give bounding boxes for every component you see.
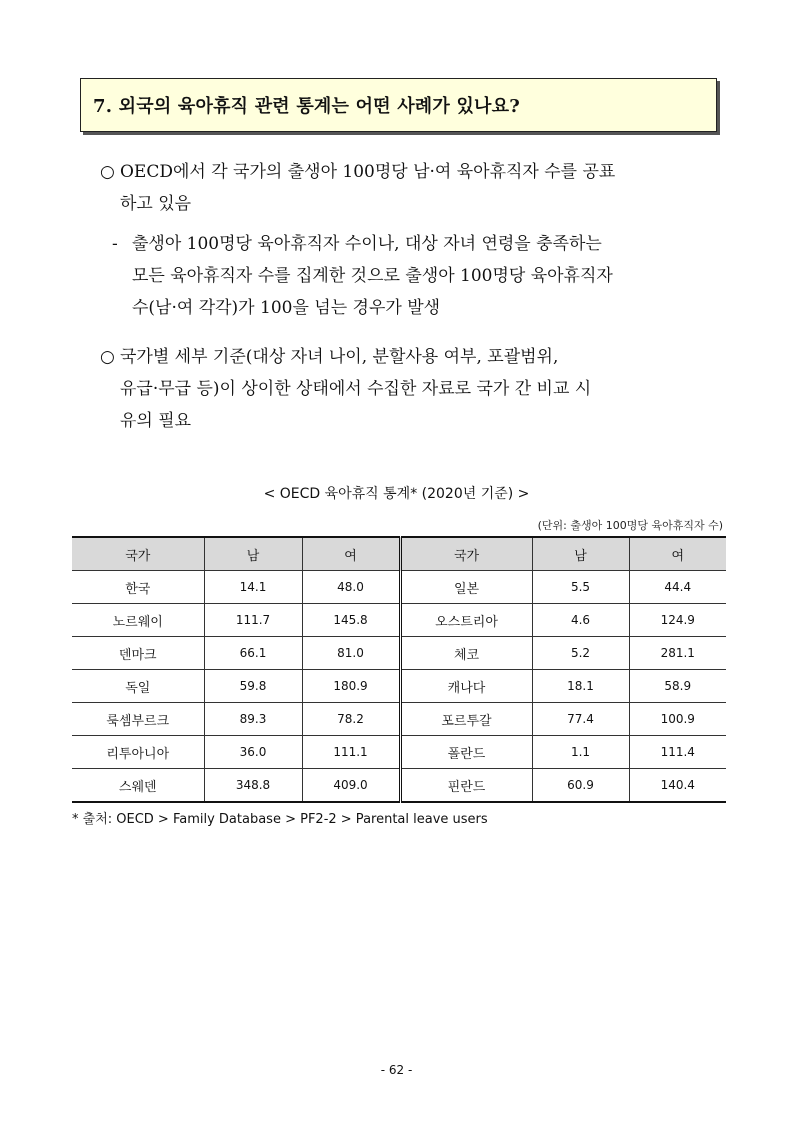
paragraph-2-line-3: 수(남·여 각각)가 100을 넘는 경우가 발생	[132, 298, 441, 318]
table-cell: 한국	[72, 571, 204, 604]
table-cell: 58.9	[629, 670, 726, 703]
table-cell: 140.4	[629, 769, 726, 803]
table-cell: 포르투갈	[400, 703, 532, 736]
table-row	[72, 736, 726, 769]
table-cell: 145.8	[302, 604, 400, 637]
table-cell: 81.0	[302, 637, 400, 670]
table-row	[72, 637, 726, 670]
table-cell: 룩셈부르크	[72, 703, 204, 736]
table-cell: 일본	[400, 571, 532, 604]
header-female: 여	[629, 537, 726, 571]
header-male: 남	[204, 537, 302, 571]
table-cell: 44.4	[629, 571, 726, 604]
paragraph-2-line-1: 출생아 100명당 육아휴직자 수이나, 대상 자녀 연령을 충족하는	[132, 234, 602, 254]
header-male: 남	[532, 537, 629, 571]
table-cell: 180.9	[302, 670, 400, 703]
paragraph-comparison-caution	[100, 341, 720, 437]
table-cell: 60.9	[532, 769, 629, 803]
paragraph-1-line-2: 하고 있음	[120, 194, 192, 214]
table-cell: 스웨덴	[72, 769, 204, 803]
header-country: 국가	[72, 537, 204, 571]
table-cell: 48.0	[302, 571, 400, 604]
section-title-box	[80, 78, 717, 132]
table-unit-note: (단위: 출생아 100명당 육아휴직자 수)	[537, 519, 723, 532]
table-row	[72, 703, 726, 736]
table-row	[72, 769, 726, 803]
bullet-circle-icon: ○	[100, 347, 115, 367]
table-cell: 핀란드	[400, 769, 532, 803]
table-cell: 노르웨이	[72, 604, 204, 637]
table-title: < OECD 육아휴직 통계* (2020년 기준) >	[263, 486, 530, 502]
page-number: - 62 -	[380, 1063, 413, 1077]
table-cell: 1.1	[532, 736, 629, 769]
table-cell: 리투아니아	[72, 736, 204, 769]
table-cell: 111.4	[629, 736, 726, 769]
table-cell: 77.4	[532, 703, 629, 736]
paragraph-oecd-publication	[100, 156, 720, 220]
table-cell: 409.0	[302, 769, 400, 803]
table-cell: 66.1	[204, 637, 302, 670]
table-cell: 캐나다	[400, 670, 532, 703]
table-header-row	[72, 537, 726, 571]
table-cell: 폴란드	[400, 736, 532, 769]
table-cell: 체코	[400, 637, 532, 670]
table-cell: 4.6	[532, 604, 629, 637]
table-cell: 14.1	[204, 571, 302, 604]
paragraph-2-line-2: 모든 육아휴직자 수를 집계한 것으로 출생아 100명당 육아휴직자	[132, 266, 613, 286]
table-cell: 18.1	[532, 670, 629, 703]
paragraph-3-line-1: 국가별 세부 기준(대상 자녀 나이, 분할사용 여부, 포괄범위,	[120, 347, 559, 367]
table-cell: 124.9	[629, 604, 726, 637]
table-cell: 281.1	[629, 637, 726, 670]
table-row	[72, 571, 726, 604]
table-cell: 오스트리아	[400, 604, 532, 637]
paragraph-sub-note	[100, 228, 720, 324]
table-cell: 독일	[72, 670, 204, 703]
table-cell: 덴마크	[72, 637, 204, 670]
table-cell: 5.2	[532, 637, 629, 670]
table-cell: 348.8	[204, 769, 302, 803]
table-cell: 89.3	[204, 703, 302, 736]
table-cell: 36.0	[204, 736, 302, 769]
paragraph-3-line-2: 유급·무급 등)이 상이한 상태에서 수집한 자료로 국가 간 비교 시	[120, 379, 592, 399]
header-female: 여	[302, 537, 400, 571]
section-title: 7. 외국의 육아휴직 관련 통계는 어떤 사례가 있나요?	[93, 96, 520, 117]
table-cell: 100.9	[629, 703, 726, 736]
table-row	[72, 604, 726, 637]
header-country: 국가	[400, 537, 532, 571]
paragraph-3-line-3: 유의 필요	[120, 411, 192, 431]
table-cell: 5.5	[532, 571, 629, 604]
parental-leave-table	[72, 536, 726, 803]
table-cell: 111.1	[302, 736, 400, 769]
table-cell: 78.2	[302, 703, 400, 736]
table-row	[72, 670, 726, 703]
bullet-circle-icon: ○	[100, 162, 115, 182]
dash-marker: -	[112, 234, 118, 254]
table-cell: 111.7	[204, 604, 302, 637]
table-source-note: * 출처: OECD > Family Database > PF2-2 > Parental leave users	[72, 812, 488, 827]
table-cell: 59.8	[204, 670, 302, 703]
paragraph-1-line-1: OECD에서 각 국가의 출생아 100명당 남·여 육아휴직자 수를 공표	[120, 162, 616, 182]
